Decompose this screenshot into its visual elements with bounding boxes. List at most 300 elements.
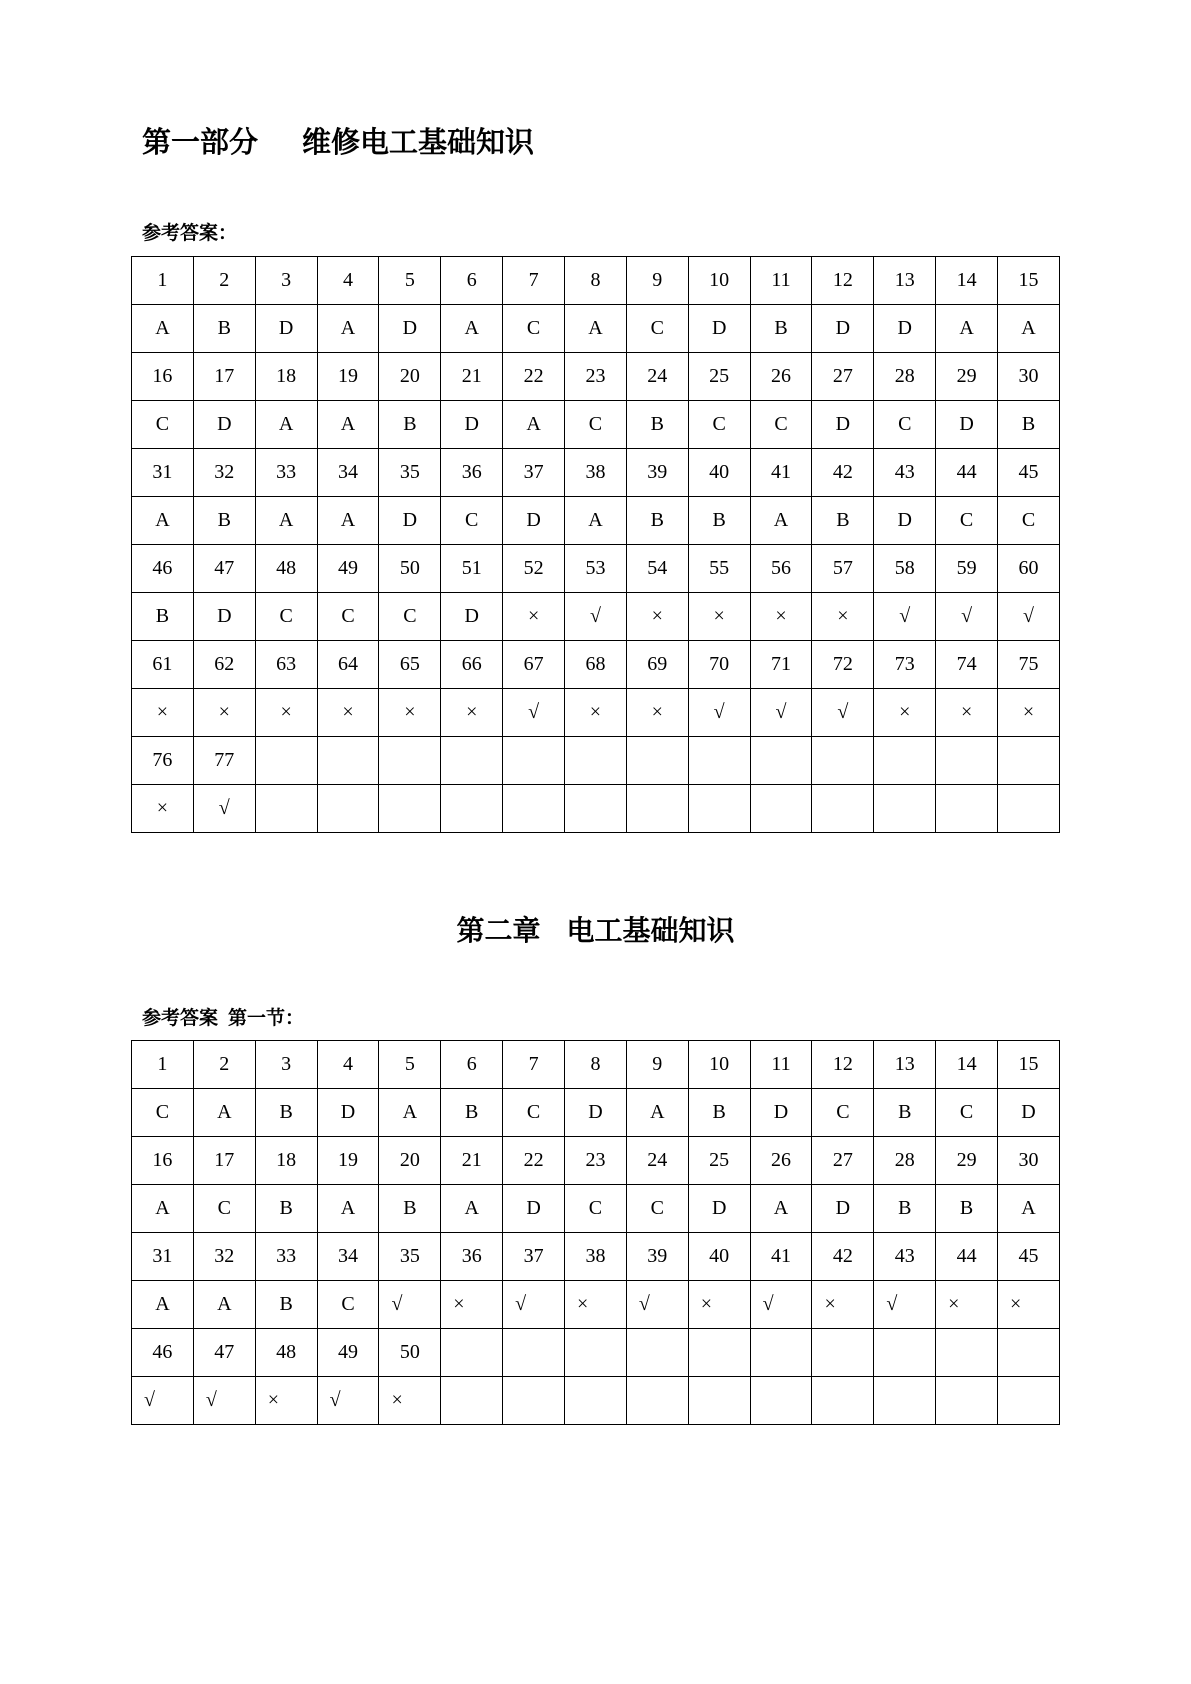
answer-cell: ×: [750, 593, 812, 641]
question-number-cell: 77: [193, 737, 255, 785]
answer-cell: B: [688, 1089, 750, 1137]
question-number-cell: [441, 1329, 503, 1377]
question-number-cell: [317, 737, 379, 785]
answer-cell: D: [688, 305, 750, 353]
question-number-cell: 21: [441, 353, 503, 401]
answer-cell: [379, 785, 441, 833]
question-number-cell: 61: [132, 641, 194, 689]
answer-cell: [936, 1377, 998, 1425]
question-number-cell: 76: [132, 737, 194, 785]
answer-cell: [750, 1377, 812, 1425]
question-number-cell: 12: [812, 1041, 874, 1089]
answer-cell: C: [132, 401, 194, 449]
question-number-cell: 39: [626, 449, 688, 497]
answer-cell: D: [317, 1089, 379, 1137]
question-number-row: [132, 1041, 1060, 1089]
question-number-cell: 24: [626, 353, 688, 401]
answer-cell: √: [317, 1377, 379, 1425]
question-number-cell: 48: [255, 545, 317, 593]
answer-cell: √: [688, 689, 750, 737]
question-number-row: [132, 737, 1060, 785]
question-number-cell: 7: [503, 1041, 565, 1089]
question-number-cell: 11: [750, 1041, 812, 1089]
question-number-cell: 50: [379, 1329, 441, 1377]
question-number-cell: [379, 737, 441, 785]
chapter-name: 电工基础知识: [566, 914, 735, 947]
answer-cell: A: [441, 305, 503, 353]
answer-row: [132, 1185, 1060, 1233]
question-number-cell: 67: [503, 641, 565, 689]
question-number-cell: 10: [688, 1041, 750, 1089]
chapter-title: [0, 911, 1191, 951]
answer-cell: [998, 1377, 1060, 1425]
answer-cell: A: [936, 305, 998, 353]
answer-cell: √: [812, 689, 874, 737]
question-number-cell: [812, 737, 874, 785]
question-number-cell: 69: [626, 641, 688, 689]
answer-label-part-one: 参考答案：: [142, 222, 238, 244]
answer-cell: ×: [317, 689, 379, 737]
answer-cell: [441, 785, 503, 833]
question-number-cell: 47: [193, 545, 255, 593]
question-number-row: [132, 641, 1060, 689]
question-number-cell: 10: [688, 257, 750, 305]
question-number-cell: 58: [874, 545, 936, 593]
answer-cell: A: [503, 401, 565, 449]
answer-cell: ×: [998, 1281, 1060, 1329]
question-number-cell: 56: [750, 545, 812, 593]
answer-cell: [317, 785, 379, 833]
question-number-cell: 25: [688, 353, 750, 401]
question-number-cell: 4: [317, 257, 379, 305]
answer-cell: A: [317, 401, 379, 449]
answer-cell: ×: [812, 1281, 874, 1329]
question-number-cell: 41: [750, 449, 812, 497]
part-number: 第一部分: [142, 125, 259, 159]
answer-cell: C: [379, 593, 441, 641]
answer-cell: A: [750, 1185, 812, 1233]
question-number-cell: 23: [565, 353, 627, 401]
question-number-cell: 33: [255, 449, 317, 497]
question-number-cell: 38: [565, 1233, 627, 1281]
answer-cell: √: [193, 1377, 255, 1425]
question-number-cell: [998, 1329, 1060, 1377]
answer-cell: A: [998, 305, 1060, 353]
answer-cell: C: [998, 497, 1060, 545]
question-number-cell: 33: [255, 1233, 317, 1281]
answer-cell: C: [626, 1185, 688, 1233]
question-number-cell: 20: [379, 1137, 441, 1185]
answer-cell: D: [193, 401, 255, 449]
question-number-cell: 66: [441, 641, 503, 689]
question-number-cell: 19: [317, 353, 379, 401]
answer-cell: √: [626, 1281, 688, 1329]
answer-cell: D: [874, 497, 936, 545]
answer-cell: A: [255, 401, 317, 449]
answer-cell: C: [565, 401, 627, 449]
answer-cell: A: [317, 305, 379, 353]
question-number-cell: 16: [132, 353, 194, 401]
answer-cell: C: [503, 305, 565, 353]
question-number-cell: 24: [626, 1137, 688, 1185]
answer-cell: √: [936, 593, 998, 641]
question-number-cell: 37: [503, 1233, 565, 1281]
question-number-cell: 19: [317, 1137, 379, 1185]
answer-label-section: 第一节：: [228, 1007, 305, 1029]
answer-cell: C: [812, 1089, 874, 1137]
answer-cell: D: [874, 305, 936, 353]
answer-cell: C: [132, 1089, 194, 1137]
question-number-row: [132, 1137, 1060, 1185]
question-number-cell: 30: [998, 353, 1060, 401]
answer-cell: C: [193, 1185, 255, 1233]
question-number-cell: 4: [317, 1041, 379, 1089]
answer-cell: [255, 785, 317, 833]
answer-cell: [688, 1377, 750, 1425]
answer-cell: D: [379, 305, 441, 353]
answer-cell: A: [565, 305, 627, 353]
question-number-cell: [812, 1329, 874, 1377]
answer-cell: √: [998, 593, 1060, 641]
question-number-cell: 14: [936, 1041, 998, 1089]
answer-cell: [936, 785, 998, 833]
question-number-cell: 40: [688, 449, 750, 497]
answer-cell: B: [193, 305, 255, 353]
question-number-cell: 73: [874, 641, 936, 689]
question-number-cell: 47: [193, 1329, 255, 1377]
answer-cell: √: [503, 1281, 565, 1329]
question-number-cell: [503, 1329, 565, 1377]
question-number-cell: 64: [317, 641, 379, 689]
answer-cell: D: [750, 1089, 812, 1137]
answer-cell: C: [688, 401, 750, 449]
question-number-cell: 8: [565, 1041, 627, 1089]
answer-label-chapter-two: [142, 1006, 304, 1030]
answer-cell: [565, 1377, 627, 1425]
question-number-cell: 45: [998, 1233, 1060, 1281]
question-number-cell: 5: [379, 257, 441, 305]
question-number-cell: 57: [812, 545, 874, 593]
question-number-cell: 44: [936, 1233, 998, 1281]
question-number-cell: 31: [132, 1233, 194, 1281]
question-number-cell: 1: [132, 1041, 194, 1089]
answer-cell: √: [750, 1281, 812, 1329]
answer-cell: √: [379, 1281, 441, 1329]
answer-cell: [626, 785, 688, 833]
answer-cell: C: [936, 1089, 998, 1137]
question-number-cell: 59: [936, 545, 998, 593]
answer-cell: C: [750, 401, 812, 449]
answer-cell: B: [379, 1185, 441, 1233]
question-number-cell: 46: [132, 545, 194, 593]
question-number-cell: 51: [441, 545, 503, 593]
answer-cell: ×: [132, 689, 194, 737]
answer-cell: C: [874, 401, 936, 449]
question-number-cell: 42: [812, 449, 874, 497]
answer-cell: √: [750, 689, 812, 737]
answer-cell: ×: [255, 1377, 317, 1425]
answer-row: [132, 401, 1060, 449]
answer-cell: ×: [626, 689, 688, 737]
answer-cell: B: [936, 1185, 998, 1233]
answer-cell: A: [998, 1185, 1060, 1233]
question-number-cell: 27: [812, 1137, 874, 1185]
answer-cell: A: [379, 1089, 441, 1137]
question-number-cell: 6: [441, 257, 503, 305]
question-number-cell: 26: [750, 353, 812, 401]
question-number-cell: 72: [812, 641, 874, 689]
question-number-cell: 35: [379, 1233, 441, 1281]
answer-cell: ×: [812, 593, 874, 641]
answer-cell: B: [750, 305, 812, 353]
question-number-cell: 55: [688, 545, 750, 593]
answer-cell: [998, 785, 1060, 833]
answer-cell: C: [255, 593, 317, 641]
question-number-row: [132, 545, 1060, 593]
answer-cell: A: [193, 1089, 255, 1137]
answer-cell: [503, 1377, 565, 1425]
question-number-cell: [998, 737, 1060, 785]
answer-cell: ×: [132, 785, 194, 833]
question-number-cell: 32: [193, 449, 255, 497]
question-number-cell: 34: [317, 449, 379, 497]
answer-cell: [688, 785, 750, 833]
answer-cell: D: [812, 1185, 874, 1233]
answer-row: [132, 305, 1060, 353]
answer-cell: C: [317, 1281, 379, 1329]
question-number-cell: [750, 1329, 812, 1377]
answer-cell: D: [255, 305, 317, 353]
question-number-cell: 14: [936, 257, 998, 305]
question-number-cell: 65: [379, 641, 441, 689]
question-number-cell: 49: [317, 1329, 379, 1377]
question-number-cell: [565, 737, 627, 785]
question-number-cell: 30: [998, 1137, 1060, 1185]
question-number-cell: 54: [626, 545, 688, 593]
question-number-cell: 29: [936, 353, 998, 401]
question-number-cell: 1: [132, 257, 194, 305]
answer-cell: B: [255, 1089, 317, 1137]
question-number-cell: 13: [874, 257, 936, 305]
question-number-row: [132, 353, 1060, 401]
answer-cell: ×: [565, 689, 627, 737]
question-number-cell: 43: [874, 449, 936, 497]
answer-cell: [874, 1377, 936, 1425]
answer-row: [132, 1377, 1060, 1425]
answer-cell: ×: [936, 689, 998, 737]
question-number-cell: 15: [998, 257, 1060, 305]
answer-cell: ×: [936, 1281, 998, 1329]
question-number-cell: 12: [812, 257, 874, 305]
answer-cell: [626, 1377, 688, 1425]
question-number-cell: 46: [132, 1329, 194, 1377]
question-number-cell: 38: [565, 449, 627, 497]
answer-cell: A: [255, 497, 317, 545]
answer-cell: D: [503, 1185, 565, 1233]
question-number-cell: 18: [255, 353, 317, 401]
question-number-cell: 63: [255, 641, 317, 689]
question-number-row: [132, 1329, 1060, 1377]
answer-table-chapter-two: [131, 1040, 1060, 1425]
answer-cell: [565, 785, 627, 833]
question-number-cell: 28: [874, 1137, 936, 1185]
question-number-cell: 3: [255, 1041, 317, 1089]
answer-cell: A: [193, 1281, 255, 1329]
question-number-row: [132, 257, 1060, 305]
answer-cell: ×: [441, 1281, 503, 1329]
answer-cell: D: [812, 305, 874, 353]
answer-cell: √: [193, 785, 255, 833]
question-number-cell: 75: [998, 641, 1060, 689]
answer-cell: D: [503, 497, 565, 545]
question-number-cell: 39: [626, 1233, 688, 1281]
question-number-cell: 34: [317, 1233, 379, 1281]
question-number-cell: 21: [441, 1137, 503, 1185]
question-number-cell: 13: [874, 1041, 936, 1089]
answer-cell: ×: [503, 593, 565, 641]
answer-cell: A: [317, 497, 379, 545]
question-number-cell: 17: [193, 1137, 255, 1185]
answer-cell: ×: [626, 593, 688, 641]
answer-cell: B: [132, 593, 194, 641]
answer-row: [132, 785, 1060, 833]
answer-cell: A: [441, 1185, 503, 1233]
answer-cell: D: [379, 497, 441, 545]
question-number-cell: 7: [503, 257, 565, 305]
question-number-cell: 71: [750, 641, 812, 689]
answer-cell: ×: [874, 689, 936, 737]
question-number-cell: [626, 737, 688, 785]
question-number-cell: 26: [750, 1137, 812, 1185]
answer-cell: ×: [998, 689, 1060, 737]
question-number-cell: 25: [688, 1137, 750, 1185]
answer-cell: √: [874, 593, 936, 641]
question-number-cell: 48: [255, 1329, 317, 1377]
question-number-cell: 52: [503, 545, 565, 593]
question-number-cell: [750, 737, 812, 785]
question-number-cell: 50: [379, 545, 441, 593]
question-number-cell: 15: [998, 1041, 1060, 1089]
question-number-cell: 35: [379, 449, 441, 497]
question-number-cell: 6: [441, 1041, 503, 1089]
question-number-cell: [874, 737, 936, 785]
question-number-cell: 22: [503, 1137, 565, 1185]
question-number-cell: 17: [193, 353, 255, 401]
question-number-cell: [936, 737, 998, 785]
chapter-number: 第二章: [456, 914, 541, 947]
answer-cell: B: [626, 497, 688, 545]
answer-cell: √: [503, 689, 565, 737]
question-number-cell: 41: [750, 1233, 812, 1281]
answer-row: [132, 689, 1060, 737]
answer-cell: D: [998, 1089, 1060, 1137]
answer-row: [132, 1089, 1060, 1137]
answer-cell: √: [132, 1377, 194, 1425]
question-number-cell: 68: [565, 641, 627, 689]
answer-cell: D: [688, 1185, 750, 1233]
question-number-row: [132, 449, 1060, 497]
answer-row: [132, 593, 1060, 641]
answer-cell: D: [565, 1089, 627, 1137]
question-number-cell: [441, 737, 503, 785]
answer-cell: A: [132, 305, 194, 353]
answer-cell: A: [626, 1089, 688, 1137]
answer-cell: A: [132, 1281, 194, 1329]
answer-cell: B: [874, 1089, 936, 1137]
question-number-cell: 60: [998, 545, 1060, 593]
question-number-cell: [503, 737, 565, 785]
question-number-cell: 37: [503, 449, 565, 497]
answer-cell: B: [441, 1089, 503, 1137]
answer-cell: C: [317, 593, 379, 641]
answer-cell: A: [750, 497, 812, 545]
question-number-cell: 23: [565, 1137, 627, 1185]
answer-cell: B: [812, 497, 874, 545]
answer-cell: [874, 785, 936, 833]
answer-label-main: 参考答案: [142, 1007, 219, 1029]
question-number-cell: 22: [503, 353, 565, 401]
question-number-cell: 20: [379, 353, 441, 401]
question-number-cell: 16: [132, 1137, 194, 1185]
question-number-cell: [688, 1329, 750, 1377]
answer-cell: C: [565, 1185, 627, 1233]
answer-cell: A: [132, 1185, 194, 1233]
answer-cell: ×: [565, 1281, 627, 1329]
question-number-cell: 45: [998, 449, 1060, 497]
answer-cell: B: [255, 1185, 317, 1233]
question-number-cell: [936, 1329, 998, 1377]
answer-cell: [503, 785, 565, 833]
question-number-cell: 8: [565, 257, 627, 305]
question-number-cell: [626, 1329, 688, 1377]
answer-cell: D: [193, 593, 255, 641]
question-number-cell: 62: [193, 641, 255, 689]
answer-cell: B: [193, 497, 255, 545]
answer-table-part-one: [131, 256, 1060, 833]
answer-cell: ×: [441, 689, 503, 737]
question-number-row: [132, 1233, 1060, 1281]
answer-cell: ×: [255, 689, 317, 737]
part-name: 维修电工基础知识: [302, 125, 535, 159]
question-number-cell: [255, 737, 317, 785]
question-number-cell: 36: [441, 1233, 503, 1281]
question-number-cell: 44: [936, 449, 998, 497]
answer-cell: C: [626, 305, 688, 353]
answer-cell: C: [936, 497, 998, 545]
answer-cell: D: [936, 401, 998, 449]
answer-cell: ×: [688, 593, 750, 641]
question-number-cell: 18: [255, 1137, 317, 1185]
question-number-cell: 3: [255, 257, 317, 305]
question-number-cell: 70: [688, 641, 750, 689]
question-number-cell: 40: [688, 1233, 750, 1281]
answer-cell: √: [874, 1281, 936, 1329]
question-number-cell: 27: [812, 353, 874, 401]
part-title: [142, 122, 534, 162]
question-number-cell: 2: [193, 1041, 255, 1089]
question-number-cell: 28: [874, 353, 936, 401]
question-number-cell: 2: [193, 257, 255, 305]
answer-cell: B: [626, 401, 688, 449]
question-number-cell: 42: [812, 1233, 874, 1281]
answer-cell: B: [255, 1281, 317, 1329]
question-number-cell: 43: [874, 1233, 936, 1281]
question-number-cell: 5: [379, 1041, 441, 1089]
answer-cell: C: [441, 497, 503, 545]
answer-cell: A: [132, 497, 194, 545]
question-number-cell: 32: [193, 1233, 255, 1281]
question-number-cell: 53: [565, 545, 627, 593]
